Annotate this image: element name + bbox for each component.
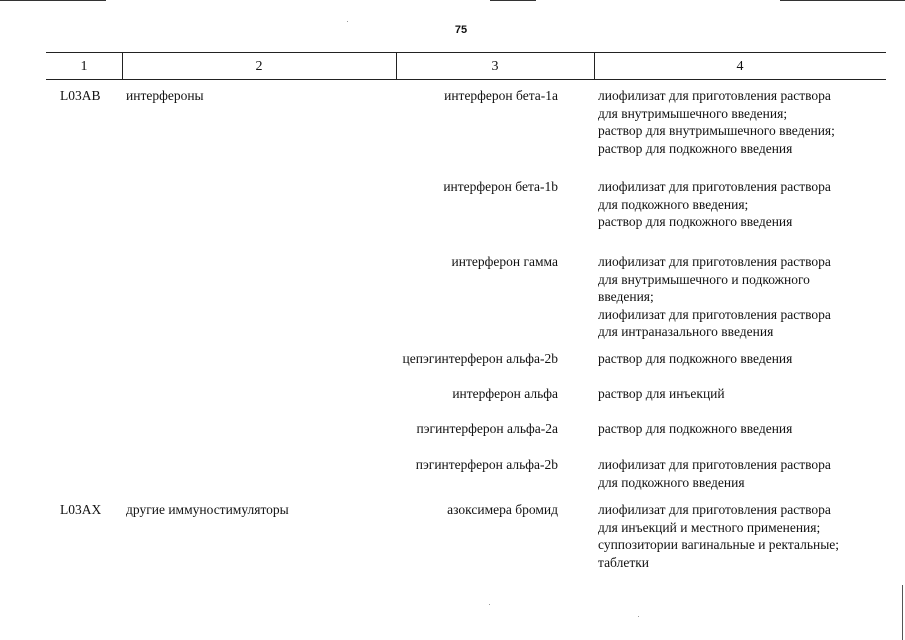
scan-speck — [347, 21, 348, 22]
dosage-form-line: введения; — [598, 289, 654, 304]
scan-edge-top-middle — [490, 0, 536, 1]
dosage-form-line: раствор для внутримышечного введения; — [598, 123, 835, 138]
dosage-form-line: раствор для инъекций — [598, 386, 725, 401]
dosage-form-line: суппозитории вагинальные и ректальные; — [598, 537, 840, 552]
scan-speck — [638, 616, 639, 617]
column-header-1: 1 — [80, 59, 88, 74]
group-name: другие иммуностимуляторы — [126, 502, 289, 517]
dosage-form-line: лиофилизат для приготовления раствора — [598, 88, 831, 103]
scan-edge-top-left — [0, 0, 106, 1]
group-name: интерфероны — [126, 88, 204, 103]
scan-edge-right — [902, 585, 903, 640]
dosage-form-line: для внутримышечного введения; — [598, 105, 788, 121]
dosage-form-line: раствор для подкожного введения — [598, 214, 793, 229]
dosage-form-line: лиофилизат для приготовления раствора — [598, 457, 831, 472]
dosage-form-line: раствор для подкожного введения — [598, 140, 793, 156]
dosage-form-line: для интраназального введения — [598, 324, 774, 339]
dosage-form-line: лиофилизат для приготовления раствора — [598, 179, 831, 194]
scan-edge-top-right — [780, 0, 905, 1]
dosage-form-line: лиофилизат для приготовления раствора — [598, 306, 831, 322]
drug-name: интерферон бета-1a — [444, 88, 558, 103]
column-header-4: 4 — [736, 59, 744, 74]
dosage-form-line: раствор для подкожного введения — [598, 421, 793, 436]
drug-name: азоксимера бромид — [447, 502, 558, 517]
drug-name: интерферон гамма — [451, 254, 558, 269]
dosage-form-line: лиофилизат для приготовления раствора — [598, 254, 831, 269]
scan-speck — [489, 604, 490, 605]
table-header — [46, 53, 886, 80]
atc-code: L03AB — [60, 88, 101, 103]
page-number: 75 — [454, 24, 468, 36]
dosage-form-line: для инъекций и местного применения; — [598, 519, 821, 535]
dosage-form-line: для подкожного введения — [598, 474, 745, 490]
column-header-3: 3 — [491, 59, 499, 74]
drug-name: интерферон бета-1b — [443, 179, 558, 194]
drug-name: пэгинтерферон альфа-2a — [416, 421, 558, 436]
dosage-form-line: раствор для подкожного введения — [598, 351, 793, 366]
dosage-form-line: для внутримышечного и подкожного — [598, 271, 810, 287]
drug-name: пэгинтерферон альфа-2b — [415, 457, 558, 472]
column-header-2: 2 — [255, 59, 263, 74]
dosage-form-line: таблетки — [598, 554, 650, 570]
dosage-form-line: для подкожного введения; — [598, 196, 749, 212]
drug-name: интерферон альфа — [452, 386, 558, 401]
dosage-form-line: лиофилизат для приготовления раствора — [598, 502, 831, 517]
atc-code: L03AX — [60, 502, 102, 517]
drug-name: цепэгинтерферон альфа-2b — [402, 351, 558, 366]
